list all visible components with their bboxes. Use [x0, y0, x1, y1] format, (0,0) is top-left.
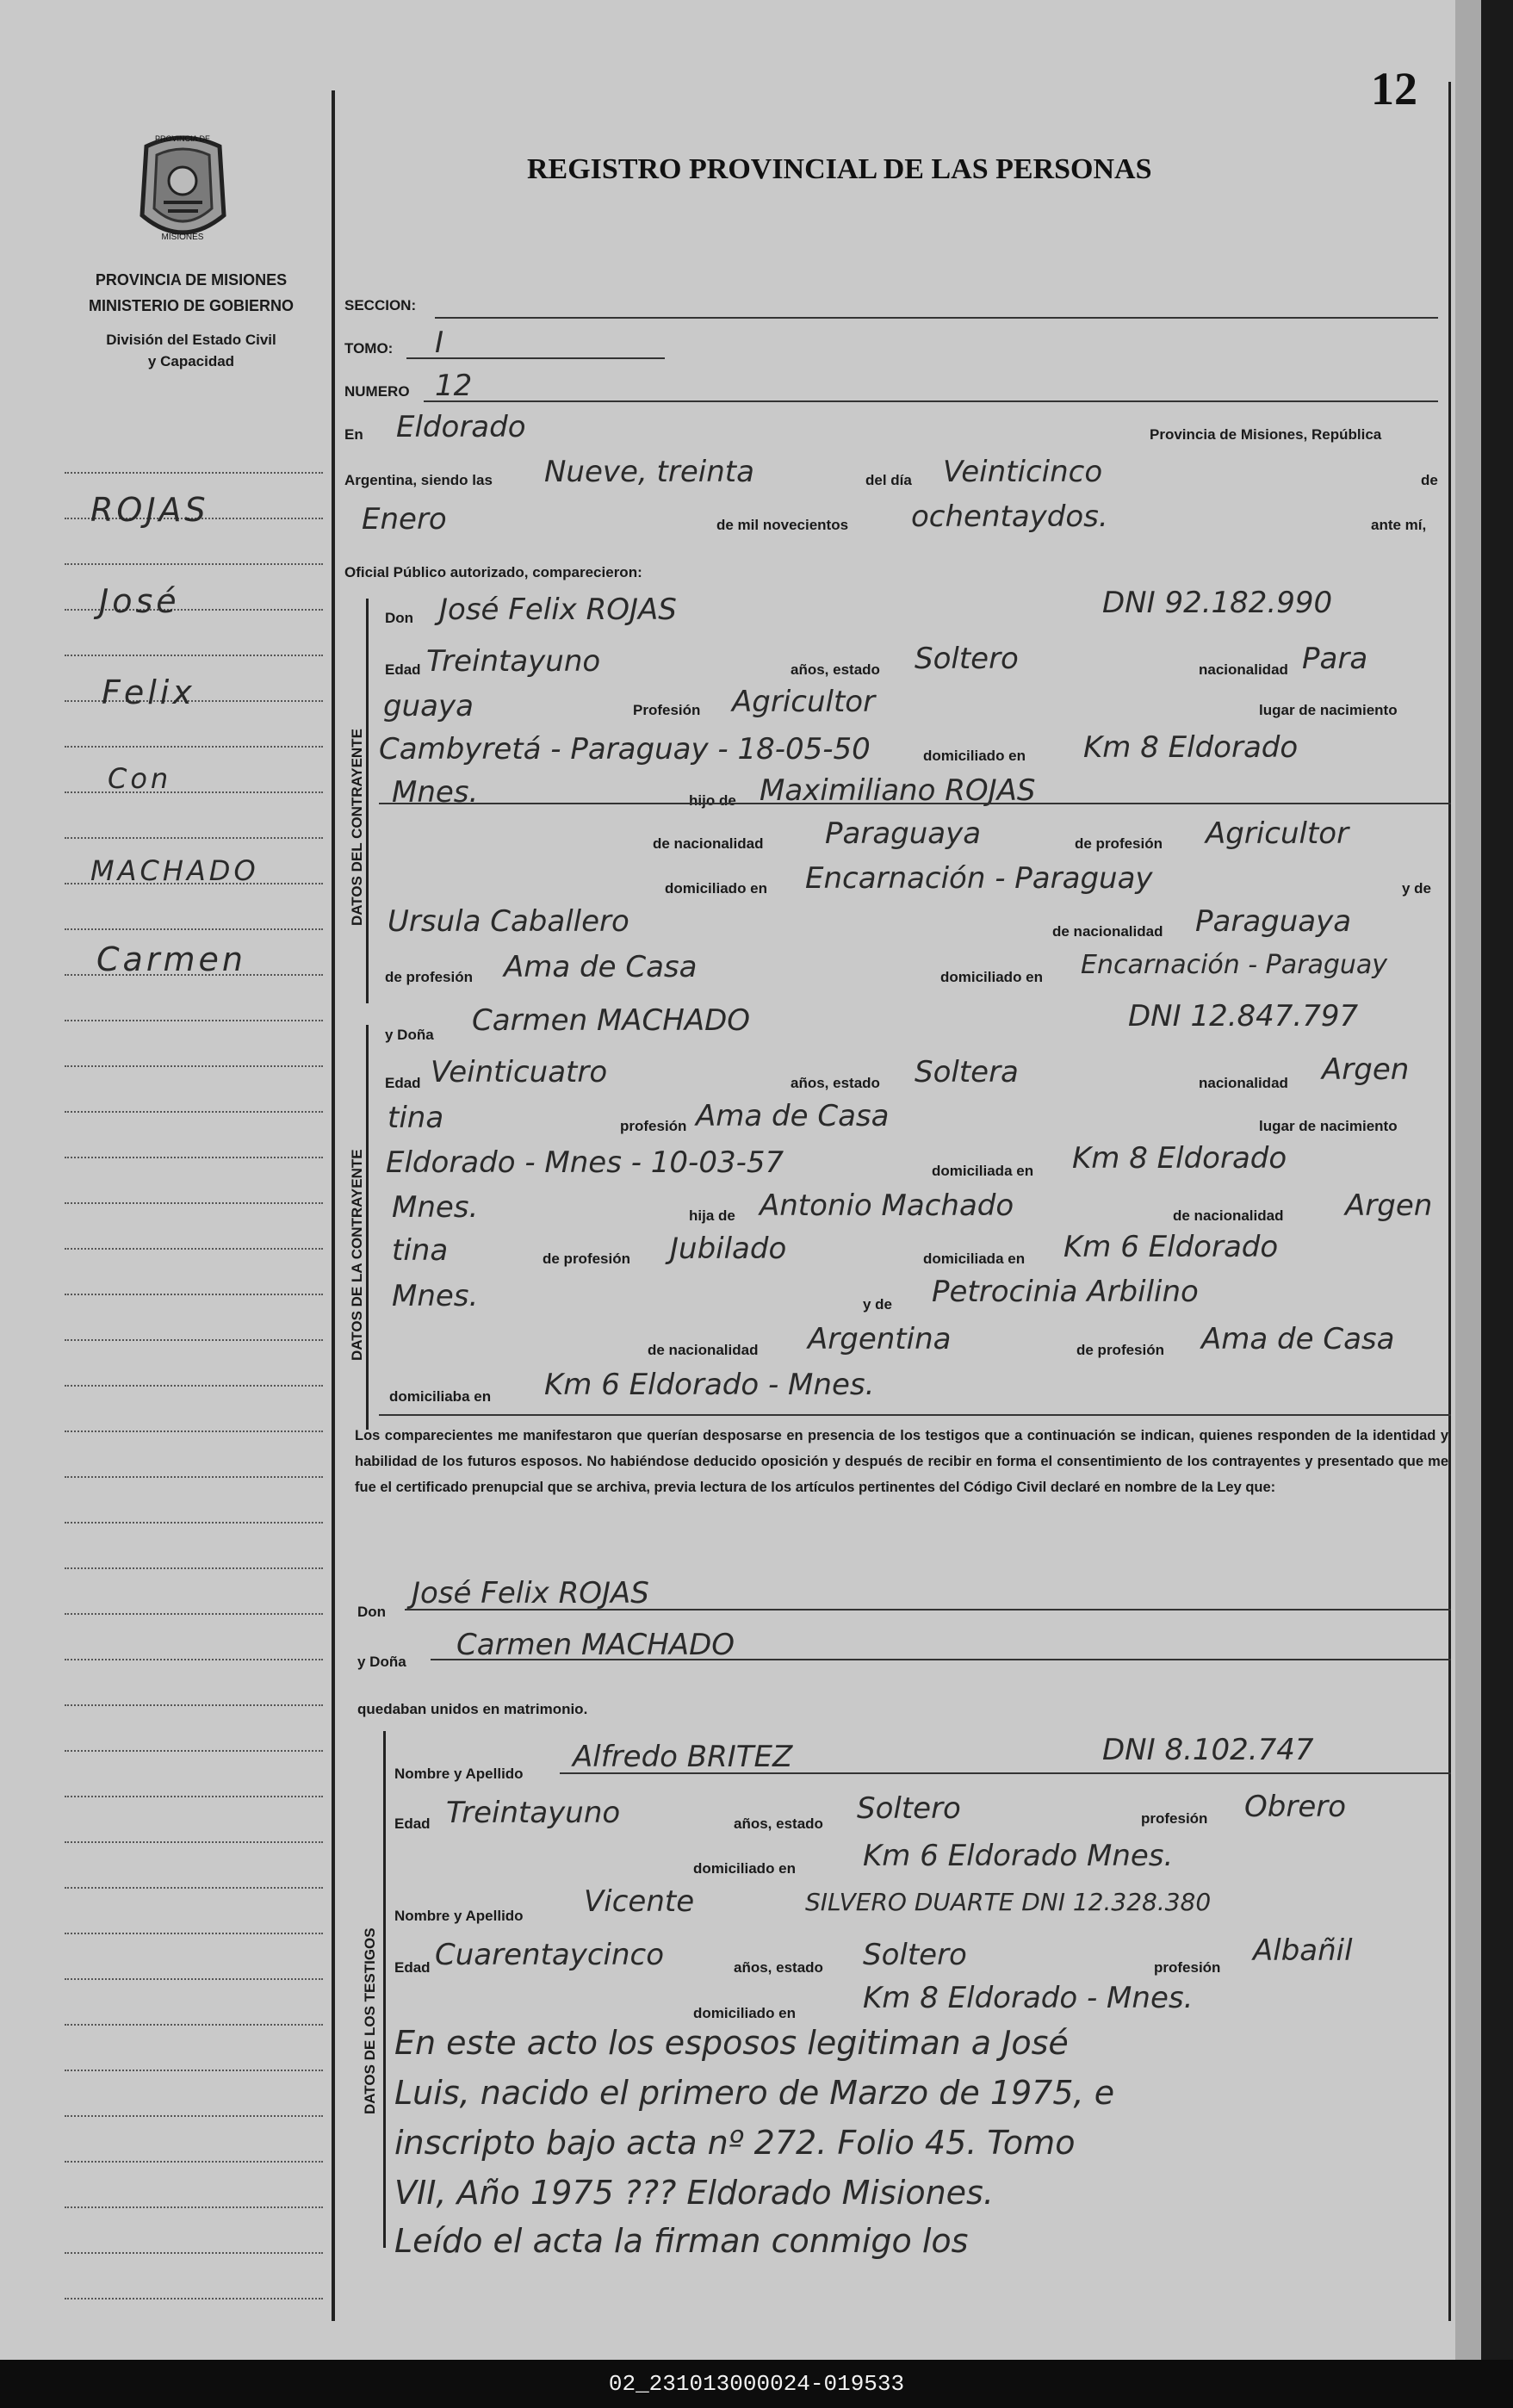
- c1-y-de-label: y de: [1402, 880, 1432, 897]
- c2-de-profesion-label: de profesión: [543, 1251, 631, 1267]
- c1-estado: Soltero: [915, 642, 1019, 676]
- margin-dotted-line: [65, 1887, 323, 1889]
- binding-shadow: [1481, 0, 1513, 2360]
- page-title: REGISTRO PROVINCIAL DE LAS PERSONAS: [527, 153, 1152, 185]
- annotation-line-2: Luis, nacido el primero de Marzo de 1975, e: [394, 2074, 1115, 2112]
- union-dona-label: y Doña: [357, 1654, 406, 1670]
- section-label-testigos: DATOS DE LOS TESTIGOS: [362, 1927, 378, 2114]
- c1-padre: Maximiliano ROJAS: [760, 773, 1036, 808]
- union-don-value: José Felix ROJAS: [412, 1576, 649, 1611]
- margin-dotted-line: [65, 1567, 323, 1569]
- t2-edad: Cuarentaycinco: [435, 1938, 665, 1972]
- t1-estado: Soltero: [857, 1791, 961, 1826]
- c1-padre-dom: Encarnación - Paraguay: [805, 861, 1153, 896]
- bracket-contrayente2: [366, 1025, 369, 1430]
- right-border: [1448, 82, 1451, 2321]
- c1-edad: Treintayuno: [426, 644, 601, 679]
- numero-label: NUMERO: [344, 383, 410, 400]
- t2-domiciliado-label: domiciliado en: [693, 2005, 797, 2021]
- division-label-1: División del Estado Civil: [106, 332, 276, 348]
- margin-dotted-line: [65, 1522, 323, 1524]
- t2-profesion: Albañil: [1253, 1933, 1353, 1968]
- margin-dotted-line: [65, 1796, 323, 1797]
- image-id-footer: 02_231013000024-019533: [0, 2360, 1513, 2408]
- c2-domicilio-a: Km 8 Eldorado: [1072, 1141, 1287, 1176]
- margin-name-middle: Felix: [102, 673, 195, 711]
- argentina-label: Argentina, siendo las: [344, 472, 493, 488]
- c2-hija-de-label: hija de: [689, 1207, 735, 1224]
- margin-dotted-line: [65, 1339, 323, 1341]
- t2-profesion-label: profesión: [1154, 1959, 1221, 1976]
- margin-dotted-line: [65, 2252, 323, 2254]
- del-dia-label: del día: [865, 472, 912, 488]
- margin-dotted-line: [65, 928, 323, 930]
- seccion-label: SECCION:: [344, 297, 417, 313]
- annotation-line-5: Leído el acta la firman conmigo los: [394, 2222, 969, 2260]
- numero-value: 12: [435, 369, 473, 403]
- margin-dotted-line: [65, 1157, 323, 1158]
- hora-value: Nueve, treinta: [544, 455, 754, 489]
- c1-anios-estado-label: años, estado: [791, 661, 880, 678]
- c1-madre-dom-label: domiciliado en: [940, 969, 1044, 985]
- t1-domiciliado-label: domiciliado en: [693, 1860, 797, 1877]
- mes-value: Enero: [362, 502, 447, 537]
- c1-madre-prof: Ama de Casa: [504, 950, 698, 984]
- c2-padre-dom-label: domiciliada en: [923, 1251, 1026, 1267]
- seal-text-top: PROVINCIA DE: [154, 134, 211, 143]
- c1-madre-prof-label: de profesión: [385, 969, 474, 985]
- annotation-line-3: inscripto bajo acta nº 272. Folio 45. Tomo: [394, 2124, 1076, 2162]
- c1-line-a: [379, 803, 1451, 804]
- c1-madre-nac: Paraguaya: [1195, 904, 1352, 939]
- margin-dotted-line: [65, 1750, 323, 1752]
- c2-padre-prof: Jubilado: [670, 1232, 787, 1266]
- section-label-contrayente: DATOS DEL CONTRAYENTE: [349, 729, 365, 926]
- margin-name-con: Con: [108, 762, 172, 795]
- annotation-line-4: VII, Año 1975 ??? Eldorado Misiones.: [394, 2174, 994, 2212]
- union-closing: quedaban unidos en matrimonio.: [357, 1701, 588, 1717]
- margin-dotted-line: [65, 1202, 323, 1204]
- c1-domicilio-a: Km 8 Eldorado: [1083, 730, 1299, 765]
- c2-madre-prof-label: de profesión: [1076, 1342, 1165, 1358]
- t2-domicilio: Km 8 Eldorado - Mnes.: [863, 1981, 1194, 2015]
- t1-domicilio: Km 6 Eldorado Mnes.: [863, 1839, 1174, 1873]
- margin-dotted-line: [65, 1841, 323, 1843]
- de-mil-label: de mil novecientos: [716, 517, 849, 533]
- margin-dotted-line: [65, 1065, 323, 1067]
- margin-name-surname: ROJAS: [90, 491, 209, 529]
- c2-edad: Veinticuatro: [431, 1055, 608, 1089]
- margin-dotted-line: [65, 2206, 323, 2208]
- margin-name-surname-2: MACHADO: [90, 854, 259, 887]
- c2-edad-label: Edad: [385, 1075, 421, 1091]
- en-value: Eldorado: [396, 410, 526, 444]
- ministry-label: MINISTERIO DE GOBIERNO: [88, 297, 295, 314]
- c2-madre: Petrocinia Arbilino: [932, 1275, 1199, 1309]
- t2-nombre-label: Nombre y Apellido: [394, 1908, 524, 1924]
- c1-de-profesion-label: de profesión: [1075, 835, 1163, 852]
- c2-anios-estado-label: años, estado: [791, 1075, 880, 1091]
- c1-lugar-nac: Cambyretá - Paraguay - 18-05-50: [379, 732, 871, 766]
- margin-dotted-line: [65, 1613, 323, 1615]
- province-label: PROVINCIA DE MISIONES: [95, 271, 288, 289]
- de-label: de: [1421, 472, 1438, 488]
- margin-dotted-line: [65, 2161, 323, 2163]
- margin-dotted-line: [65, 837, 323, 839]
- c1-don-label: Don: [385, 610, 414, 626]
- c2-dni: DNI 12.847.797: [1128, 999, 1359, 1033]
- c2-madre-dom-label: domiciliaba en: [389, 1388, 492, 1405]
- margin-divider: [332, 90, 335, 2321]
- en-label: En: [344, 426, 363, 443]
- dia-value: Veinticinco: [943, 455, 1103, 489]
- t1-dni: DNI 8.102.747: [1102, 1733, 1314, 1767]
- margin-name-first: José: [99, 582, 180, 620]
- t2-estado: Soltero: [863, 1938, 967, 1972]
- c2-nacionalidad-a: Argen: [1322, 1052, 1410, 1087]
- t1-nombre: Alfredo BRITEZ: [573, 1740, 793, 1774]
- c2-domiciliada-label: domiciliada en: [932, 1163, 1034, 1179]
- c1-madre-dom: Encarnación - Paraguay: [1081, 950, 1388, 980]
- tomo-line: [406, 357, 665, 359]
- oficial-label: Oficial Público autorizado, comparecieron:: [344, 564, 642, 580]
- c2-profesion: Ama de Casa: [696, 1099, 890, 1133]
- c2-nacionalidad-b: tina: [388, 1101, 444, 1135]
- c2-padre: Antonio Machado: [760, 1188, 1014, 1223]
- page-edge: [1455, 0, 1481, 2360]
- t2-apellido: SILVERO DUARTE DNI 12.328.380: [805, 1888, 1212, 1916]
- margin-dotted-line: [65, 2298, 323, 2299]
- t1-edad: Treintayuno: [446, 1796, 621, 1830]
- seal-text-bottom: MISIONES: [161, 233, 204, 242]
- provincial-seal: [129, 129, 237, 250]
- annotation-line-1: En este acto los esposos legitiman a José: [394, 2024, 1069, 2062]
- bracket-contrayente1: [366, 599, 369, 1003]
- c2-lugar-nac-label: lugar de nacimiento: [1259, 1118, 1398, 1134]
- c2-y-de-label: y de: [863, 1296, 893, 1313]
- t1-anios-estado-label: años, estado: [734, 1815, 823, 1832]
- margin-dotted-line: [65, 1933, 323, 1934]
- c2-padre-dom-a: Km 6 Eldorado: [1063, 1230, 1279, 1264]
- c1-name: José Felix ROJAS: [439, 593, 677, 627]
- c2-nacionalidad-label: nacionalidad: [1199, 1075, 1288, 1091]
- margin-dotted-line: [65, 2070, 323, 2071]
- c1-domicilio-b: Mnes.: [392, 775, 479, 810]
- margin-dotted-line: [65, 563, 323, 565]
- union-don-line: [405, 1609, 1451, 1611]
- anio-value: ochentaydos.: [911, 500, 1108, 534]
- c1-nacionalidad-b: guaya: [383, 689, 474, 723]
- t1-profesion-label: profesión: [1141, 1810, 1208, 1827]
- c2-madre-nac: Argentina: [808, 1322, 952, 1356]
- margin-dotted-line: [65, 1704, 323, 1706]
- margin-dotted-line: [65, 1476, 323, 1478]
- c1-profesion-label: Profesión: [633, 702, 701, 718]
- margin-dotted-line: [65, 791, 323, 793]
- union-don-label: Don: [357, 1604, 387, 1620]
- margin-dotted-line: [65, 1248, 323, 1250]
- c1-lugar-nac-label: lugar de nacimiento: [1259, 702, 1398, 718]
- margin-dotted-line: [65, 655, 323, 656]
- margin-dotted-line: [65, 746, 323, 748]
- margin-dotted-line: [65, 472, 323, 474]
- c1-de-nacionalidad-label: de nacionalidad: [653, 835, 764, 852]
- c1-profesion: Agricultor: [732, 685, 876, 719]
- margin-dotted-line: [65, 1385, 323, 1387]
- c1-madre-nac-label: de nacionalidad: [1052, 923, 1163, 940]
- provincia-label: Provincia de Misiones, República: [1150, 426, 1382, 443]
- c2-de-nacionalidad-label: de nacionalidad: [1173, 1207, 1284, 1224]
- c1-padre-nac: Paraguaya: [825, 816, 982, 851]
- tomo-label: TOMO:: [344, 340, 394, 357]
- margin-dotted-line: [65, 1431, 323, 1432]
- c1-madre: Ursula Caballero: [388, 904, 629, 939]
- margin-dotted-line: [65, 2024, 323, 2026]
- c2-madre-prof: Ama de Casa: [1201, 1322, 1395, 1356]
- margin-dotted-line: [65, 1978, 323, 1980]
- t1-nombre-line: [560, 1772, 1451, 1774]
- ante-mi-label: ante mí,: [1371, 517, 1427, 533]
- c1-padre-dom-label: domiciliado en: [665, 880, 768, 897]
- margin-dotted-line: [65, 1020, 323, 1021]
- c2-padre-dom-b: Mnes.: [392, 1279, 479, 1313]
- margin-dotted-line: [65, 1294, 323, 1295]
- numero-line: [424, 400, 1438, 402]
- c2-domicilio-b: Mnes.: [392, 1190, 479, 1225]
- division-label-2: y Capacidad: [147, 353, 235, 369]
- c2-name: Carmen MACHADO: [472, 1003, 751, 1038]
- margin-dotted-line: [65, 2115, 323, 2117]
- c1-hijo-de-label: hijo de: [689, 792, 736, 809]
- c2-padre-nac-b: tina: [392, 1233, 449, 1268]
- c2-profesion-label: profesión: [620, 1118, 687, 1134]
- tomo-value: I: [435, 326, 444, 360]
- t1-nombre-label: Nombre y Apellido: [394, 1766, 524, 1782]
- margin-dotted-line: [65, 1111, 323, 1113]
- page-number: 12: [1371, 63, 1417, 115]
- t1-profesion: Obrero: [1244, 1790, 1347, 1824]
- c1-edad-label: Edad: [385, 661, 421, 678]
- margin-name-first-2: Carmen: [96, 940, 246, 978]
- c1-padre-prof: Agricultor: [1206, 816, 1349, 851]
- c2-lugar-nac: Eldorado - Mnes - 10-03-57: [386, 1145, 784, 1180]
- c2-madre-nac-label: de nacionalidad: [648, 1342, 759, 1358]
- bracket-testigos: [383, 1731, 386, 2248]
- c2-madre-dom: Km 6 Eldorado - Mnes.: [544, 1368, 875, 1402]
- c1-dni: DNI 92.182.990: [1102, 586, 1333, 620]
- margin-dotted-line: [65, 1659, 323, 1660]
- c1-domiciliado-label: domiciliado en: [923, 748, 1026, 764]
- c2-line-end: [379, 1414, 1451, 1416]
- section-label-contrayente-f: DATOS DE LA CONTRAYENTE: [349, 1149, 365, 1361]
- c1-nacionalidad-a: Para: [1302, 642, 1368, 676]
- t2-anios-estado-label: años, estado: [734, 1959, 823, 1976]
- union-dona-value: Carmen MACHADO: [456, 1628, 735, 1662]
- declaration-text: Los comparecientes me manifestaron que querían desposarse en presencia de los testigos que a continuación se indican, quienes responden de la identidad y habilidad de los futuros esposos. No habiéndose deducido oposición y después de recibir en forma el consentimiento de los contrayentes y presentado que me fue el certificado prenupcial que se archiva, previa lectura de los artículos pertinentes del Código Civil declaré en nombre de la Ley que:: [355, 1428, 1448, 1495]
- t2-edad-label: Edad: [394, 1959, 431, 1976]
- c2-estado: Soltera: [915, 1055, 1019, 1089]
- c2-dona-label: y Doña: [385, 1027, 434, 1043]
- c1-nacionalidad-label: nacionalidad: [1199, 661, 1288, 678]
- t1-edad-label: Edad: [394, 1815, 431, 1832]
- seccion-line: [435, 317, 1438, 319]
- t2-nombre: Vicente: [584, 1884, 695, 1919]
- union-dona-line: [431, 1659, 1451, 1660]
- c2-padre-nac-a: Argen: [1345, 1188, 1433, 1223]
